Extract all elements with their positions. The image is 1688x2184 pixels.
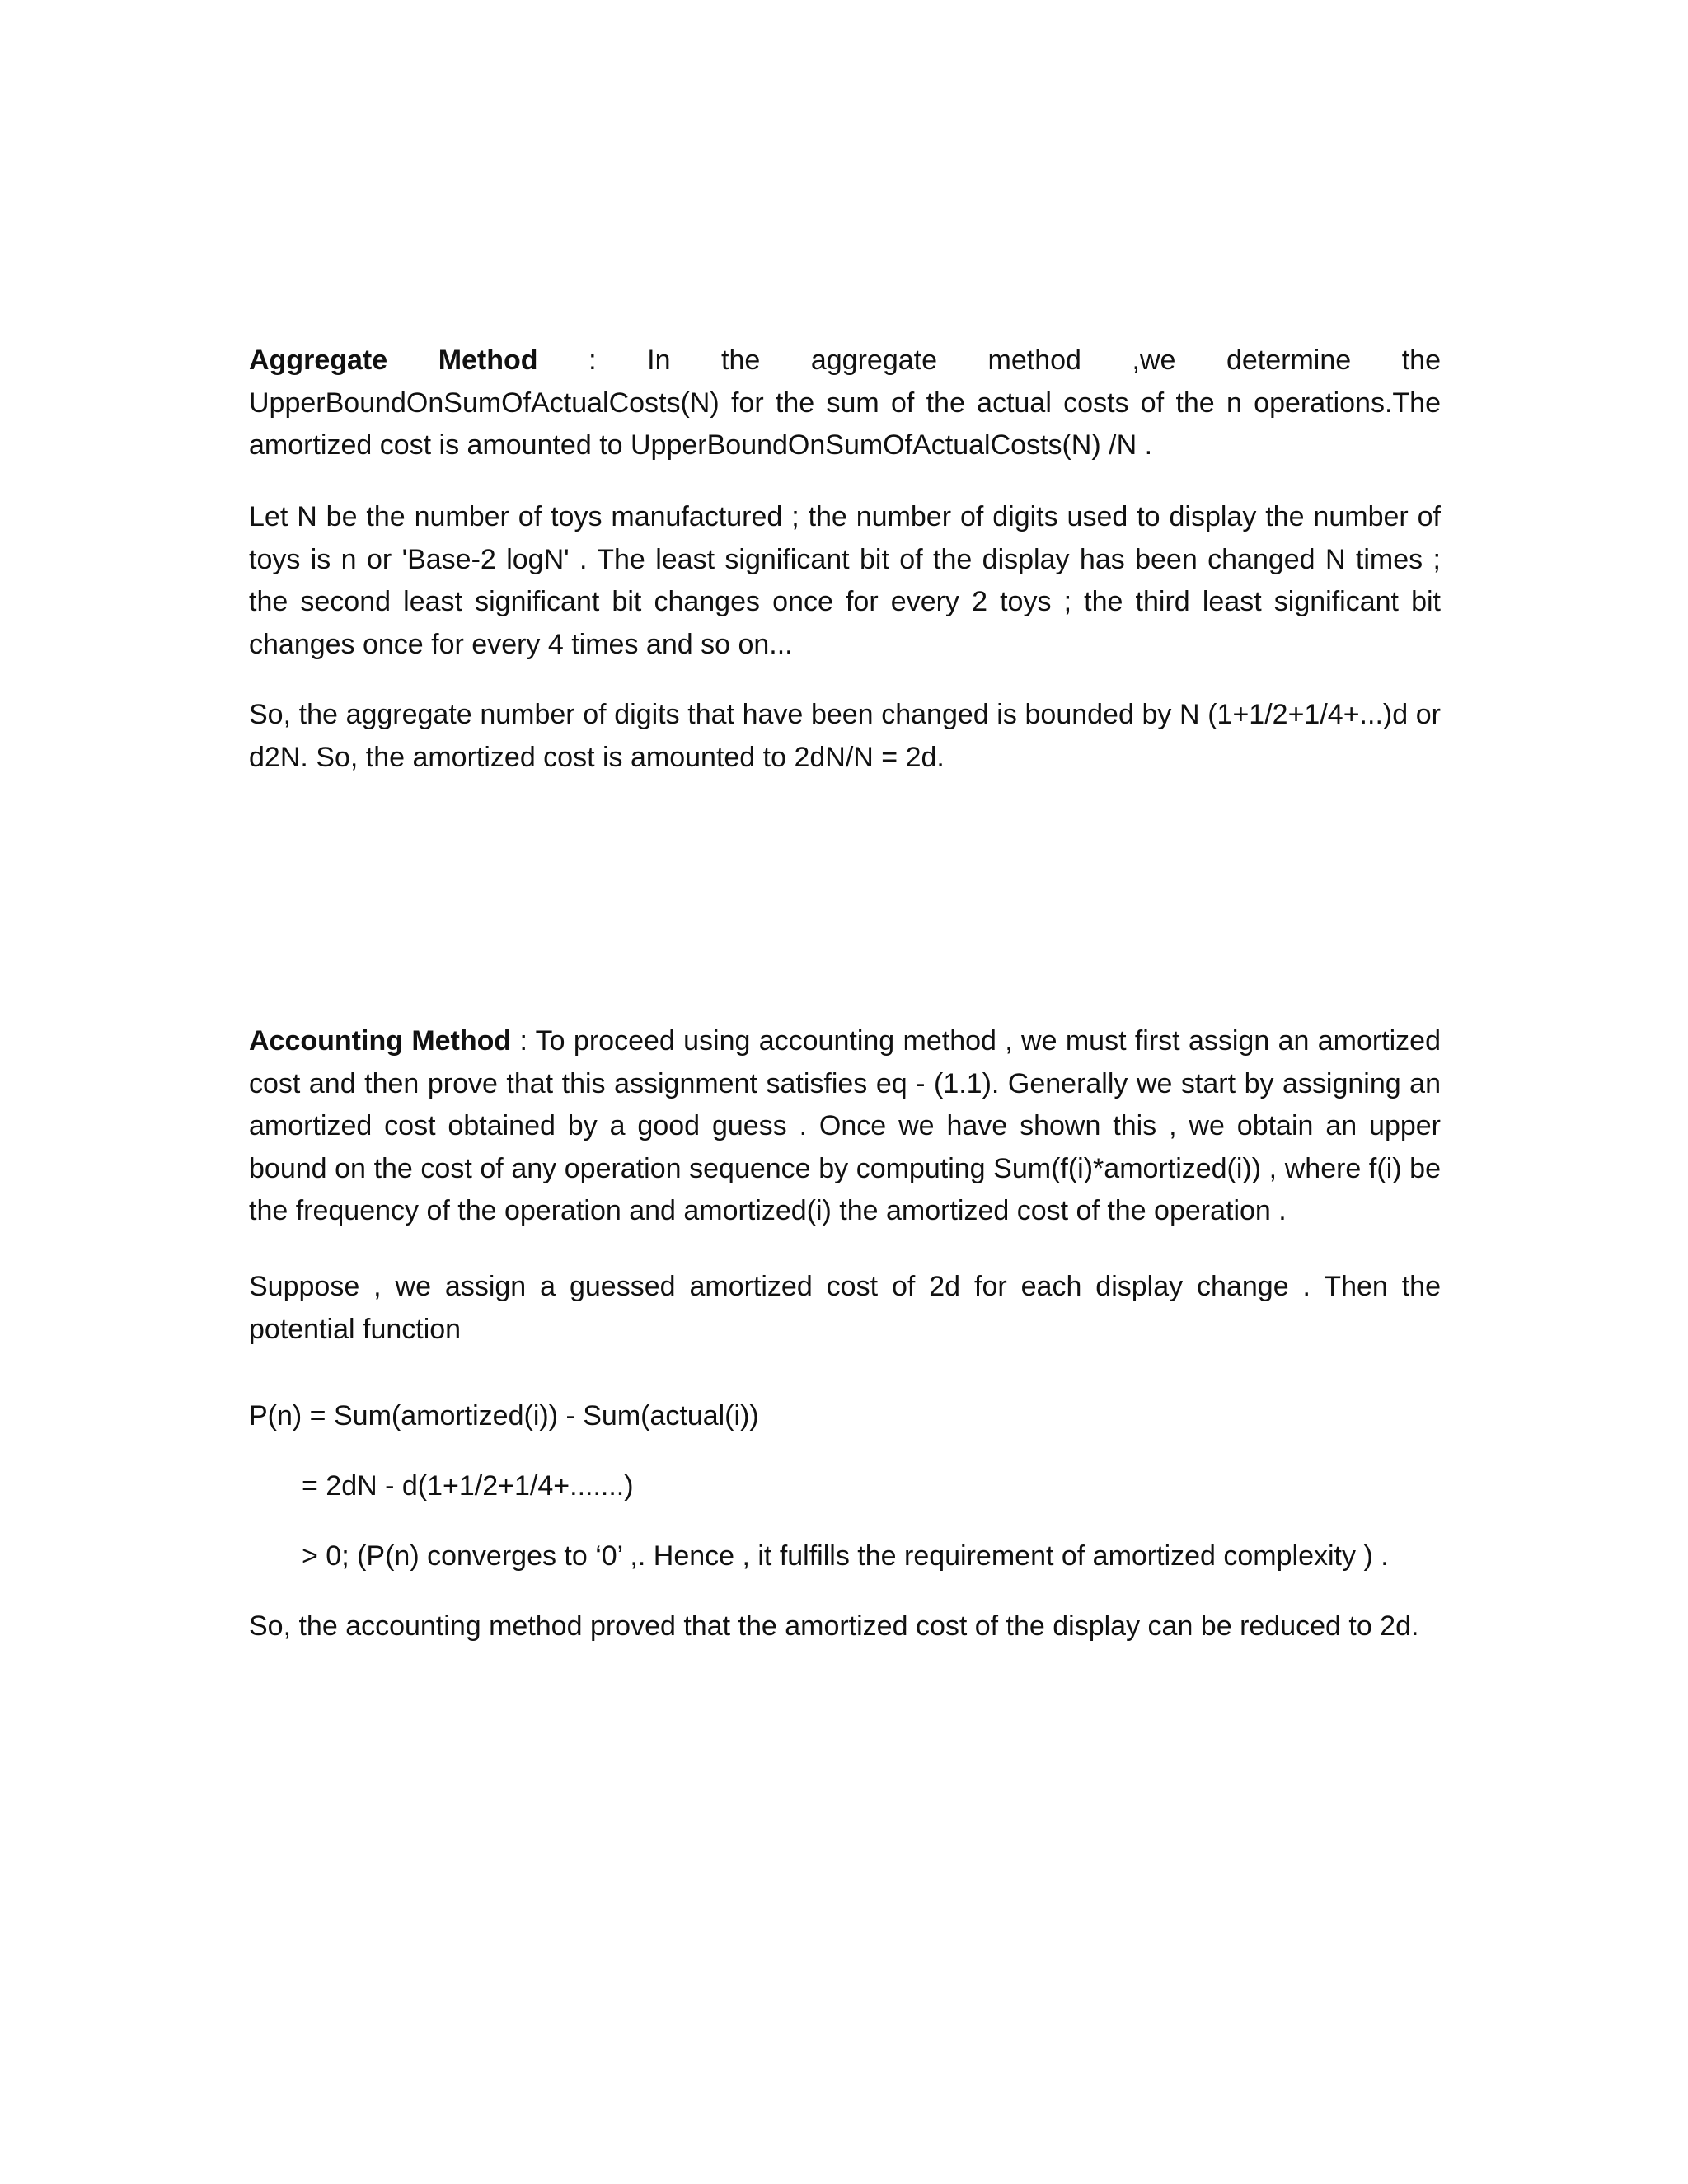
- potential-formula-result: > 0; (P(n) converges to ‘0’ ,. Hence , it fulfills the requirement of amortized complexity ) .: [302, 1540, 1389, 1572]
- aggregate-method-heading: Aggregate Method: [249, 344, 538, 376]
- accounting-method-heading: Accounting Method: [249, 1025, 512, 1057]
- aggregate-intro-text: : In the aggregate method ,we determine the UpperBoundOnSumOfActualCosts(N) for the sum of the actual costs of the n operations.The amortized cost is amounted to UpperBoundOnSumOfActualCosts(N) /N .: [249, 344, 1441, 461]
- aggregate-intro-paragraph: [249, 340, 1441, 467]
- accounting-conclusion-paragraph: So, the accounting method proved that the amortized cost of the display can be reduced to 2d.: [249, 1610, 1419, 1642]
- accounting-suppose-paragraph: Suppose , we assign a guessed amortized cost of 2d for each display change . Then the potential function: [249, 1271, 1441, 1345]
- aggregate-bound-paragraph: So, the aggregate number of digits that have been changed is bounded by N (1+1/2+1/4+...)d or d2N. So, the amortized cost is amounted to 2dN/N = 2d.: [249, 699, 1441, 773]
- potential-formula-step: = 2dN - d(1+1/2+1/4+.......): [302, 1470, 634, 1502]
- accounting-intro-text: : To proceed using accounting method , we must first assign an amortized cost and then prove that this assignment satisfies eq - (1.1). Generally we start by assigning an amortized cost obtained by a good guess . Once we have shown this , we obtain an upper bound on the cost of any operation sequence by computing Sum(f(i)*amortized(i)) , where f(i) be the frequency of the operation and amortized(i) the amortized cost of the operation .: [249, 1025, 1441, 1226]
- aggregate-toys-paragraph: Let N be the number of toys manufactured ; the number of digits used to display the number of toys is n or 'Base-2 logN' . The least significant bit of the display has been changed N times ; the second least significant bit changes once for every 2 toys ; the third least significant bit changes once for every 4 times and so on...: [249, 501, 1441, 660]
- potential-formula-line: P(n) = Sum(amortized(i)) - Sum(actual(i)): [249, 1400, 759, 1432]
- accounting-intro-paragraph: [249, 1020, 1441, 1233]
